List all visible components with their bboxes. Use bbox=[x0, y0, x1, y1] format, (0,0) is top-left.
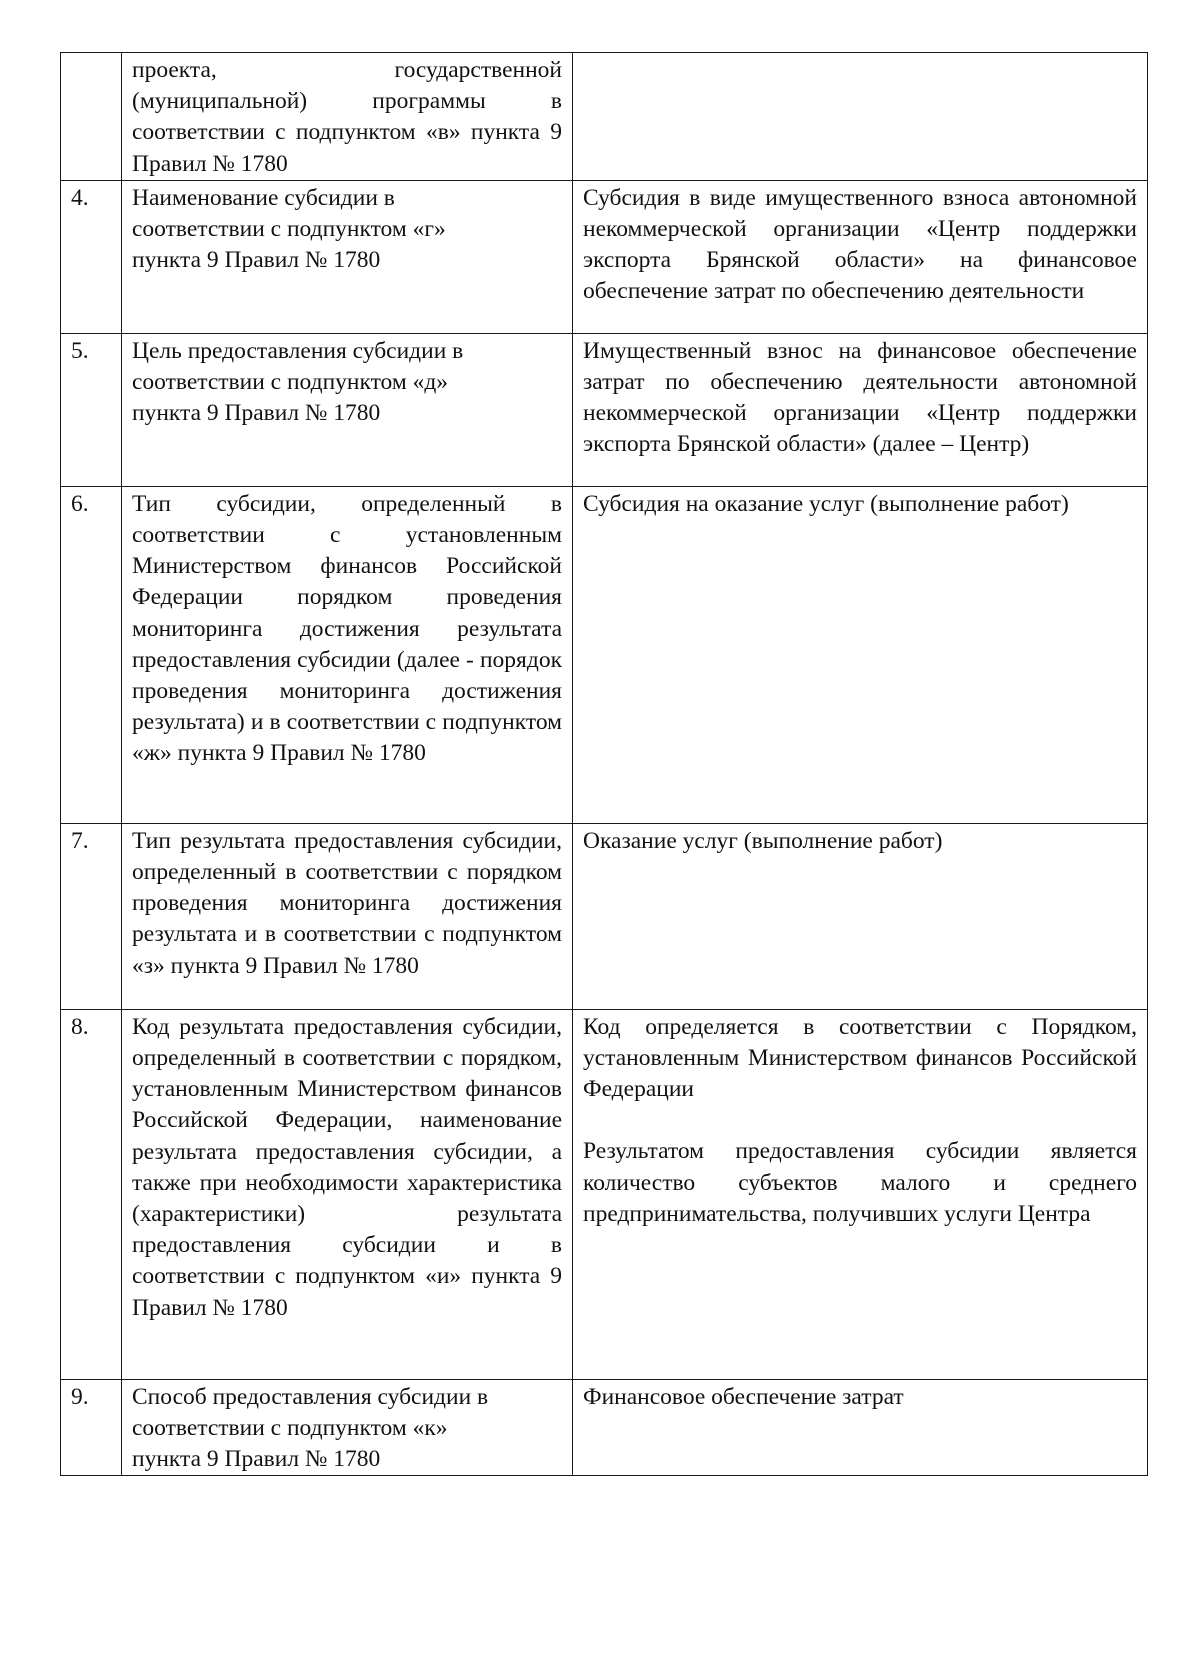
value-paragraph: Результатом предоставления субсидии является количество субъектов малого и среднего предпринимательства, получивших услуги Центра bbox=[583, 1138, 1137, 1227]
table-row bbox=[61, 486, 1148, 823]
row-value: Имущественный взнос на финансовое обеспечение затрат по обеспечению деятельности автономной некоммерческой организации «Центр поддержки экспорта Брянской области» (далее – Центр) bbox=[573, 333, 1148, 486]
row-value: Субсидия в виде имущественного взноса автономной некоммерческой организации «Центр поддержки экспорта Брянской области» на финансовое обеспечение затрат по обеспечению деятельности bbox=[573, 180, 1148, 333]
row-description: Цель предоставления субсидии в соответствии с подпунктом «д» пункта 9 Правил № 1780 bbox=[122, 333, 573, 486]
row-description: Тип субсидии, определенный в соответствии с установленным Министерством финансов Российской Федерации порядком проведения мониторинга достижения результата предоставления субсидии (далее - порядок проведения мониторинга достижения результата) и в соответствии с подпунктом «ж» пункта 9 Правил № 1780 bbox=[122, 486, 573, 823]
table-row bbox=[61, 1009, 1148, 1379]
row-number: 4. bbox=[61, 180, 122, 333]
row-number: 6. bbox=[61, 486, 122, 823]
row-description: Код результата предоставления субсидии, определенный в соответствии с порядком, установленным Министерством финансов Российской Федерации, наименование результата предоставления субсидии, а также при необходимости характеристика (характеристики) результата предоставления субсидии и в соответствии с подпунктом «и» пункта 9 Правил № 1780 bbox=[122, 1009, 573, 1379]
row-value bbox=[573, 53, 1148, 181]
row-value bbox=[573, 1009, 1148, 1379]
table-row bbox=[61, 333, 1148, 486]
row-number: 7. bbox=[61, 823, 122, 1009]
row-value: Оказание услуг (выполнение работ) bbox=[573, 823, 1148, 1009]
row-number: 5. bbox=[61, 333, 122, 486]
row-number: 9. bbox=[61, 1379, 122, 1476]
table-row bbox=[61, 53, 1148, 181]
subsidy-parameters-table bbox=[60, 52, 1148, 1476]
row-number bbox=[61, 53, 122, 181]
row-value: Субсидия на оказание услуг (выполнение работ) bbox=[573, 486, 1148, 823]
row-value: Финансовое обеспечение затрат bbox=[573, 1379, 1148, 1476]
row-description: проекта, государственной (муниципальной) программы в соответствии с подпунктом «в» пункта 9 Правил № 1780 bbox=[122, 53, 573, 181]
row-description: Наименование субсидии в соответствии с подпунктом «г» пункта 9 Правил № 1780 bbox=[122, 180, 573, 333]
row-description: Способ предоставления субсидии в соответствии с подпунктом «к» пункта 9 Правил № 1780 bbox=[122, 1379, 573, 1476]
row-description: Тип результата предоставления субсидии, определенный в соответствии с порядком проведения мониторинга достижения результата и в соответствии с подпунктом «з» пункта 9 Правил № 1780 bbox=[122, 823, 573, 1009]
row-number: 8. bbox=[61, 1009, 122, 1379]
table-row bbox=[61, 1379, 1148, 1476]
table-row bbox=[61, 823, 1148, 1009]
table-row bbox=[61, 180, 1148, 333]
value-paragraph: Код определяется в соответствии с Порядком, установленным Министерством финансов Российской Федерации bbox=[583, 1013, 1137, 1103]
